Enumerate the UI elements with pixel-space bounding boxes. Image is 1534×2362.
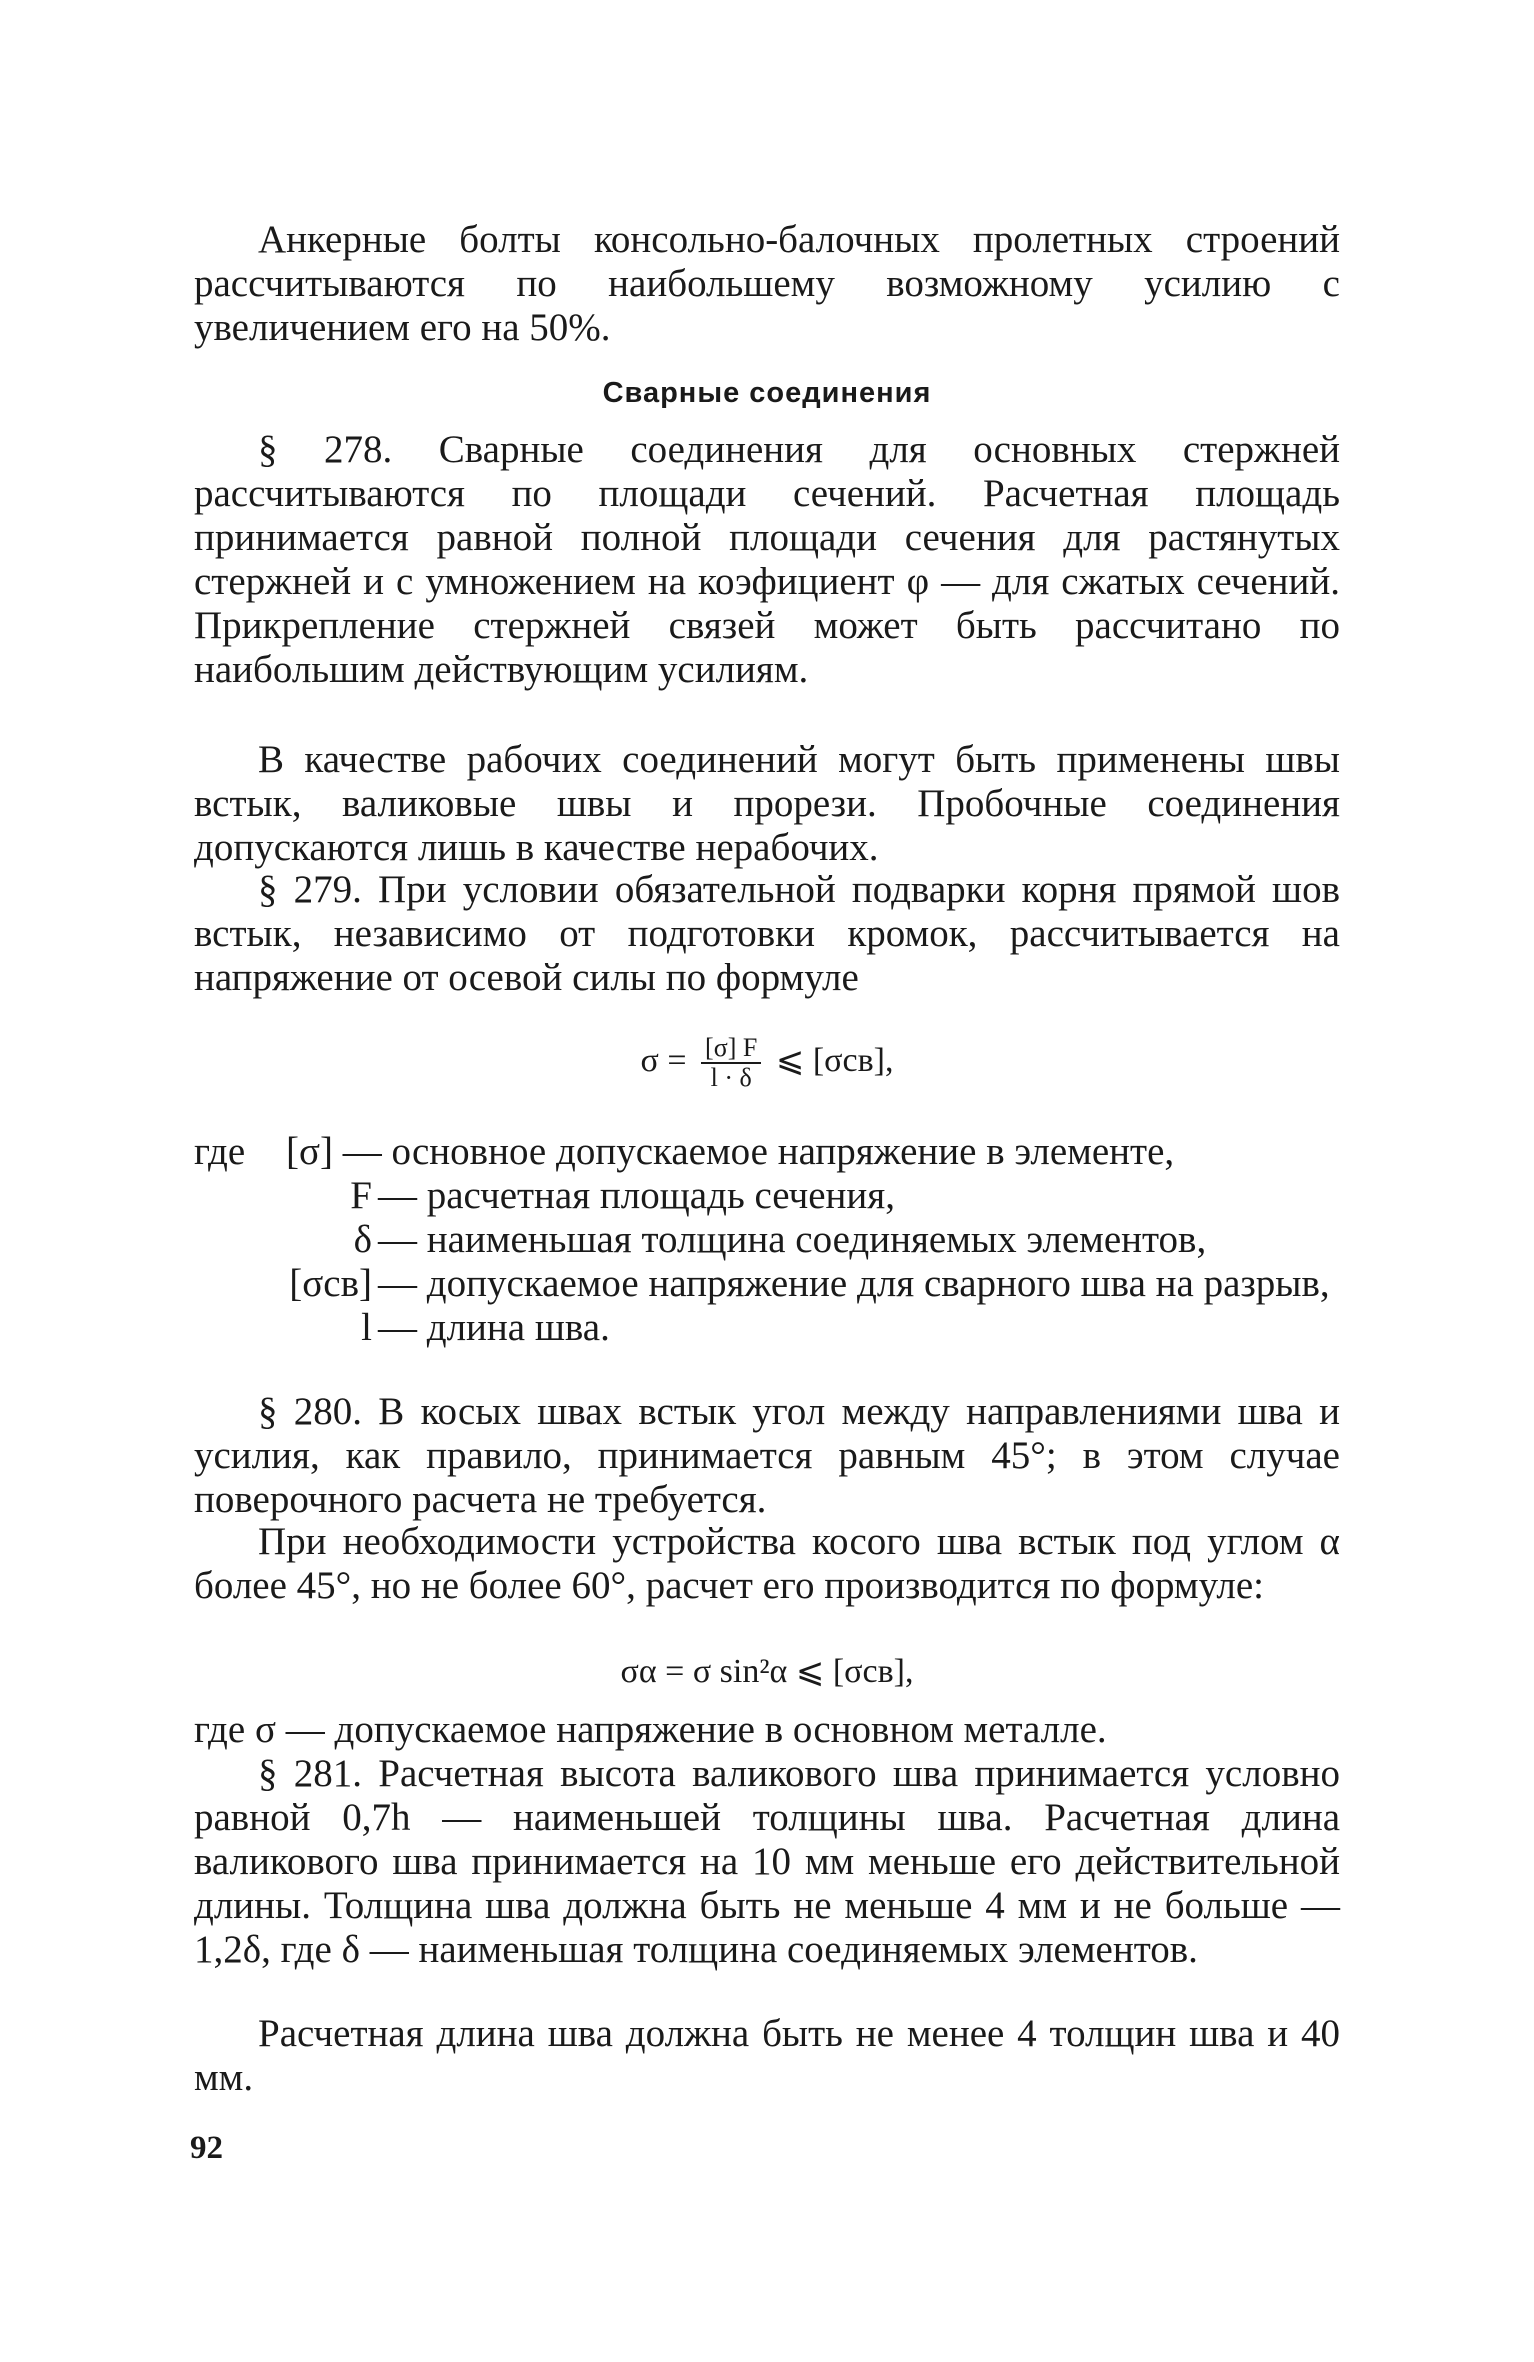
paragraph-oblique-weld: При необходимости устройства косого шва встык под углом α более 45°, но не более 60°, расчет его производится по формуле:	[194, 1520, 1340, 1607]
paragraph-280: § 280. В косых швах встык угол между направлениями шва и усилия, как правило, принимается равным 45°; в этом случае поверочного расчета не требуется.	[194, 1390, 1340, 1521]
paragraph-working-joints: В качестве рабочих соединений могут быть применены швы встык, валиковые швы и прорези. Пробочные соединения допускаются лишь в качестве нерабочих.	[194, 738, 1340, 869]
definition-symbol: [σ]	[286, 1130, 333, 1173]
definition-symbol: [σсв]	[289, 1262, 372, 1305]
definition-text: — основное допускаемое напряжение в элементе,	[342, 1130, 1175, 1173]
formula-oblique-weld: σα = σ sin²α ⩽ [σсв],	[620, 1653, 914, 1690]
definition-row	[194, 1306, 1340, 1350]
formula-lhs: σ =	[640, 1041, 687, 1079]
definition-symbol-sigma	[286, 1130, 1340, 1174]
definition-row	[194, 1130, 1340, 1174]
definition-row	[194, 1262, 1340, 1306]
definition-symbol: δ	[353, 1218, 372, 1261]
formula-fraction	[701, 1034, 761, 1092]
section-heading: Сварные соединения	[602, 377, 932, 409]
page-number: 92	[190, 2130, 223, 2166]
paragraph-279: § 279. При условии обязательной подварки корня прямой шов встык, независимо от подготовки кромок, рассчитывается на напряжение от осевой силы по формуле	[194, 868, 1340, 999]
paragraph-min-length: Расчетная длина шва должна быть не менее 4 толщин шва и 40 мм.	[194, 2012, 1340, 2099]
definition-text: — допускаемое напряжение для сварного шва на разрыв,	[378, 1262, 1330, 1305]
formula-numerator: [σ] F	[701, 1034, 761, 1064]
formula-butt-weld	[194, 1034, 1340, 1092]
definition-text: — расчетная площадь сечения,	[378, 1174, 895, 1217]
paragraph-anchor-bolts: Анкерные болты консольно-балочных пролетных строений рассчитываются по наибольшему возможному усилию с увеличением его на 50%.	[194, 218, 1340, 349]
definition-text: — длина шва.	[378, 1306, 610, 1349]
definition-text: — наименьшая толщина соединяемых элементов,	[378, 1218, 1207, 1261]
definitions-list	[194, 1130, 1340, 1350]
definition-symbol: F	[350, 1174, 372, 1217]
definitions-lead: где	[194, 1130, 246, 1173]
paragraph-281: § 281. Расчетная высота валикового шва принимается условно равной 0,7h — наименьшей толщины шва. Расчетная длина валикового шва принимается на 10 мм меньше его действительной длины. Толщина шва должна быть не меньше 4 мм и не больше — 1,2δ, где δ — наименьшая толщина соединяемых элементов.	[194, 1752, 1340, 1971]
definition-row	[194, 1174, 1340, 1218]
formula-denominator: l · δ	[710, 1063, 752, 1092]
paragraph-278: § 278. Сварные соединения для основных стержней рассчитываются по площади сечений. Расчетная площадь принимается равной полной площади сечения для растянутых стержней и с умножением на коэфициент φ — для сжатых сечений. Прикрепление стержней связей может быть рассчитано по наибольшим действующим усилиям.	[194, 428, 1340, 691]
formula-note: где σ — допускаемое напряжение в основном металле.	[194, 1708, 1107, 1751]
definition-symbol: l	[361, 1306, 372, 1349]
definition-row	[194, 1218, 1340, 1262]
formula-rhs: ⩽ [σсв],	[775, 1041, 894, 1079]
